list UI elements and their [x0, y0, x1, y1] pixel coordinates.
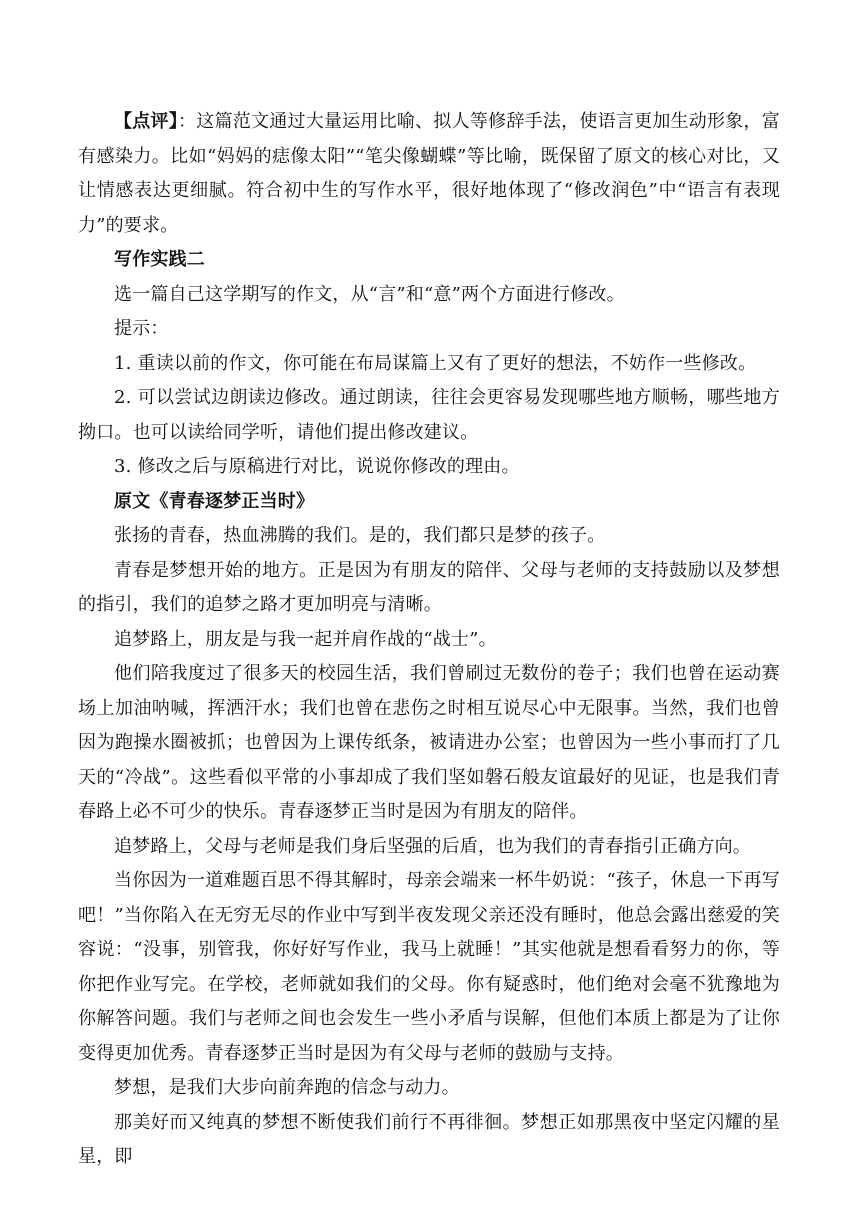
essay-paragraph: 当你因为一道难题百思不得其解时，母亲会端来一杯牛奶说：“孩子，休息一下再写吧！”当你陷入在无穷无尽的作业中写到半夜发现父亲还没有睡时，他总会露出慈爱的笑容说：“没事，别管我，你好好写作业，我马上就睡！”其实他就是想看看努力的你，等你把作业写完。在学校，老师就如我们的父母。你有疑惑时，他们绝对会毫不犹豫地为你解答问题。我们与老师之间也会发生一些小矛盾与误解，但他们本质上都是为了让你变得更加优秀。青春逐梦正当时是因为有父母与老师的鼓励与支持。 — [78, 870, 780, 1064]
essay-paragraph: 他们陪我度过了很多天的校园生活，我们曾刷过无数份的卷子；我们也曾在运动赛场上加油呐喊，挥洒汗水；我们也曾在悲伤之时相互说尽心中无限事。当然，我们也曾因为跑操水圈被抓；也曾因为上课传纸条，被请进办公室；也曾因为一些小事而打了几天的“冷战”。这些看似平常的小事却成了我们坚如磐石般友谊最好的见证，也是我们青春路上必不可少的快乐。青春逐梦正当时是因为有朋友的陪伴。 — [78, 663, 780, 822]
practice-title: 写作实践二 — [114, 249, 205, 270]
essay-paragraph: 青春是梦想开始的地方。正是因为有朋友的陪伴、父母与老师的支持鼓励以及梦想的指引，我们的追梦之路才更加明亮与清晰。 — [78, 559, 780, 615]
essay-paragraph: 张扬的青春，热血沸腾的我们。是的，我们都只是梦的孩子。 — [114, 525, 606, 546]
comment-label: 【点评】 — [114, 111, 178, 132]
hint-item: 1. 重读以前的作文，你可能在布局谋篇上又有了更好的想法，不妨作一些修改。 — [114, 352, 757, 374]
essay-paragraph: 追梦路上，父母与老师是我们身后坚强的后盾，也为我们的青春指引正确方向。 — [114, 835, 751, 857]
essay-paragraph: 梦想，是我们大步向前奔跑的信念与动力。 — [114, 1077, 460, 1098]
hint-label: 提示： — [114, 318, 169, 339]
comment-paragraph — [78, 105, 780, 243]
practice-task: 选一篇自己这学期写的作文，从“言”和“意”两个方面进行修改。 — [114, 283, 625, 305]
hint-item: 3. 修改之后与原稿进行对比，说说你修改的理由。 — [114, 456, 520, 477]
essay-paragraph: 那美好而又纯真的梦想不断使我们前行不再徘徊。梦想正如那黑夜中坚定闪耀的星星，即 — [78, 1111, 780, 1167]
essay-paragraph: 追梦路上，朋友是与我一起并肩作战的“战士”。 — [114, 628, 497, 650]
hint-item: 2. 可以尝试边朗读边修改。通过朗读，往往会更容易发现哪些地方顺畅，哪些地方拗口。也可以读给同学听，请他们提出修改建议。 — [78, 387, 780, 443]
comment-text: ：这篇范文通过大量运用比喻、拟人等修辞手法，使语言更加生动形象，富有感染力。比如“妈妈的痣像太阳”“笔尖像蝴蝶”等比喻，既保留了原文的核心对比，又让情感表达更细腻。符合初中生的写作水平，很好地体现了“修改润色”中“语言有表现力”的要求。 — [78, 111, 780, 236]
essay-title: 原文《青春逐梦正当时》 — [114, 490, 315, 512]
